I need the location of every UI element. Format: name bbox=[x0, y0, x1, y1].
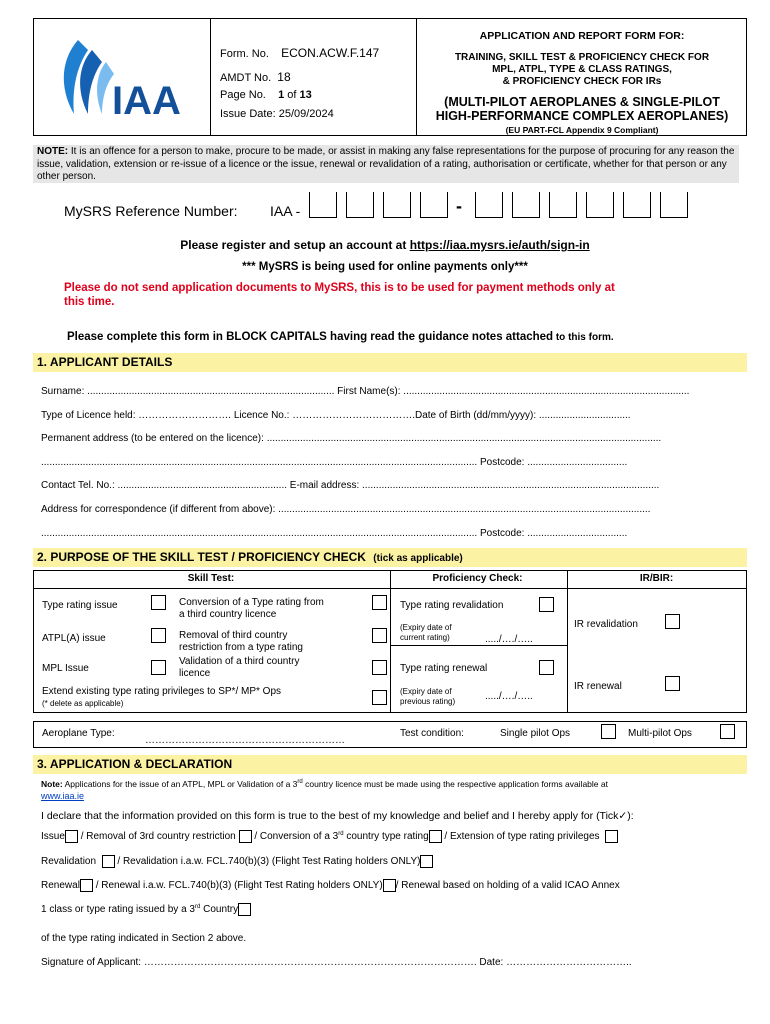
conversion-3rd-checkbox[interactable] bbox=[429, 830, 442, 843]
col-ir-bir: IR/BIR: bbox=[639, 573, 674, 584]
form-header bbox=[33, 18, 747, 136]
ref-box-6[interactable] bbox=[512, 192, 540, 218]
ir-revalidation-checkbox[interactable] bbox=[665, 614, 680, 629]
iaa-logo bbox=[54, 34, 204, 124]
validation-checkbox[interactable] bbox=[372, 660, 387, 675]
amendment-number: AMDT No. 18 bbox=[220, 70, 291, 84]
header-subtitle-1: TRAINING, SKILL TEST & PROFICIENCY CHECK FOR bbox=[454, 52, 710, 63]
correspondence-field[interactable]: Address for correspondence (if different from above): ...................................................................................................................................... bbox=[41, 504, 651, 515]
multi-pilot-label: Multi-pilot Ops bbox=[628, 728, 692, 739]
test-condition-label: Test condition: bbox=[400, 728, 464, 739]
section2-reference: of the type rating indicated in Section 2 above. bbox=[41, 933, 247, 944]
header-subtitle-2: MPL, ATPL, TYPE & CLASS RATINGS, bbox=[492, 64, 672, 75]
aeroplane-type-label: Aeroplane Type: bbox=[42, 728, 115, 739]
surname-field[interactable]: Surname: ......................................................................................... First Name(s): ....................................................................................................... bbox=[41, 386, 690, 397]
ref-box-8[interactable] bbox=[586, 192, 614, 218]
issue-row: Issue / Removal of 3rd country restriction / Conversion of a 3rd country type rating / Extension of type rating privileges bbox=[41, 830, 618, 843]
licence-field[interactable]: Type of Licence held: ………………………. Licence No.: ……………………………….Date of Birth (dd/mm/yyyy): ................................. bbox=[41, 410, 631, 421]
revalidation-label: Type rating revalidation bbox=[400, 600, 504, 611]
postcode-field-2[interactable]: ............................................................................................................................................................. Postcode: .................................... bbox=[41, 528, 628, 539]
delete-note: (* delete as applicable) bbox=[42, 699, 124, 708]
signature-field[interactable]: Signature of Applicant: ………………………………………………………………………………………. Date: ……………………………….. bbox=[41, 957, 632, 968]
sec3-note: Note: Applications for the issue of an ATPL, MPL or Validation of a 3rd country licence must be made using the respective application forms available at bbox=[41, 779, 608, 789]
ir-renewal-label: IR renewal bbox=[574, 681, 622, 692]
expiry-previous-label: (Expiry date of previous rating) bbox=[400, 687, 456, 706]
header-compliance: (EU PART-FCL Appendix 9 Compliant) bbox=[505, 125, 659, 135]
mysrs-label: MySRS Reference Number: bbox=[64, 203, 238, 219]
page-number: Page No. 1 of 13 bbox=[220, 89, 312, 101]
renewal-fcl-checkbox[interactable] bbox=[383, 879, 396, 892]
decl-revalidation-checkbox[interactable] bbox=[102, 855, 115, 868]
ref-box-1[interactable] bbox=[309, 192, 337, 218]
form-number: Form. No. ECON.ACW.F.147 bbox=[220, 46, 380, 60]
decl-renewal-checkbox[interactable] bbox=[80, 879, 93, 892]
ref-dash: - bbox=[456, 196, 462, 216]
renewal-label: Type rating renewal bbox=[400, 663, 488, 674]
ref-box-4[interactable] bbox=[420, 192, 448, 218]
permanent-address-field[interactable]: Permanent address (to be entered on the licence): .............................................................................................................................................. bbox=[41, 433, 662, 444]
single-pilot-label: Single pilot Ops bbox=[500, 728, 571, 739]
mpl-issue-checkbox[interactable] bbox=[151, 660, 166, 675]
declaration-text: I declare that the information provided on this form is true to the best of my knowledge and belief and I hereby apply for (Tick✓): bbox=[41, 810, 634, 822]
reval-fcl-checkbox[interactable] bbox=[420, 855, 433, 868]
removal-label: Removal of third country restriction from a type rating bbox=[179, 630, 303, 653]
iaa-link[interactable]: www.iaa.ie bbox=[41, 791, 85, 801]
ref-box-7[interactable] bbox=[549, 192, 577, 218]
revalidation-row: Revalidation / Revalidation i.a.w. FCL.740(b)(3) (Flight Test Rating holders ONLY) bbox=[41, 855, 433, 868]
register-instruction: Please register and setup an account at https://iaa.mysrs.ie/auth/sign-in bbox=[180, 238, 590, 252]
header-title: APPLICATION AND REPORT FORM FOR: bbox=[479, 30, 685, 42]
header-subtitle-3: & PROFICIENCY CHECK FOR IRs bbox=[502, 76, 662, 87]
atpl-issue-label: ATPL(A) issue bbox=[42, 633, 106, 644]
mysrs-link[interactable]: https://iaa.mysrs.ie/auth/sign-in bbox=[409, 238, 590, 252]
svg-text:IAA: IAA bbox=[112, 79, 181, 123]
validation-label: Validation of a third country licence bbox=[179, 656, 300, 679]
ir-revalidation-label: IR revalidation bbox=[574, 619, 638, 630]
ref-box-2[interactable] bbox=[346, 192, 374, 218]
col-proficiency-check: Proficiency Check: bbox=[432, 573, 523, 584]
payments-note: *** MySRS is being used for online payments only*** bbox=[242, 261, 528, 273]
type-rating-issue-checkbox[interactable] bbox=[151, 595, 166, 610]
conversion-label: Conversion of a Type rating from a third country licence bbox=[179, 597, 324, 620]
block-capitals-instruction: Please complete this form in BLOCK CAPITALS having read the guidance notes attached to this form. bbox=[67, 331, 614, 343]
ref-box-10[interactable] bbox=[660, 192, 688, 218]
aeroplane-type-field[interactable]: …………………………………………………… bbox=[145, 735, 345, 746]
extension-checkbox[interactable] bbox=[605, 830, 618, 843]
type-rating-issue-label: Type rating issue bbox=[42, 600, 118, 611]
ref-box-9[interactable] bbox=[623, 192, 651, 218]
warning-line-1: Please do not send application documents to MySRS, this is to be used for payment methods only at bbox=[64, 282, 615, 294]
ref-box-3[interactable] bbox=[383, 192, 411, 218]
contact-field[interactable]: Contact Tel. No.: ............................................................. E-mail address: ........................................................................................................... bbox=[41, 480, 660, 491]
expiry-current-label: (Expiry date of current rating) bbox=[400, 623, 452, 642]
expiry-previous-date[interactable]: ...../…./….. bbox=[485, 691, 533, 702]
warning-line-2: this time. bbox=[64, 296, 115, 308]
offence-note: NOTE: It is an offence for a person to make, procure to be made, or assist in making any false representations for the purpose of procuring for any reason the issue, validation, extension or re-issue of a licence or the issue, renewal or revalidation of a rating, authorisation or certificate, whether for that person or any other person. bbox=[33, 145, 739, 183]
issue-date: Issue Date: 25/09/2024 bbox=[220, 108, 334, 120]
section-1-title: 1. APPLICANT DETAILS bbox=[33, 353, 747, 372]
ref-box-5[interactable] bbox=[475, 192, 503, 218]
mpl-issue-label: MPL Issue bbox=[42, 663, 89, 674]
multi-pilot-checkbox[interactable] bbox=[720, 724, 735, 739]
atpl-issue-checkbox[interactable] bbox=[151, 628, 166, 643]
expiry-current-date[interactable]: ...../…./….. bbox=[485, 634, 533, 645]
removal-3rd-checkbox[interactable] bbox=[239, 830, 252, 843]
icao-checkbox[interactable] bbox=[238, 903, 251, 916]
icao-row: 1 class or type rating issued by a 3rd Country bbox=[41, 903, 251, 916]
mysrs-prefix: IAA - bbox=[270, 203, 301, 219]
single-pilot-checkbox[interactable] bbox=[601, 724, 616, 739]
ir-renewal-checkbox[interactable] bbox=[665, 676, 680, 691]
section-3-title: 3. APPLICATION & DECLARATION bbox=[33, 755, 747, 774]
renewal-row: Renewal / Renewal i.a.w. FCL.740(b)(3) (Flight Test Rating holders ONLY) / Renewal based on holding of a valid ICAO Annex bbox=[41, 880, 620, 892]
header-scope-1: (MULTI-PILOT AEROPLANES & SINGLE-PILOT bbox=[444, 95, 720, 109]
renewal-checkbox[interactable] bbox=[539, 660, 554, 675]
removal-checkbox[interactable] bbox=[372, 628, 387, 643]
extend-label: Extend existing type rating privileges to SP*/ MP* Ops bbox=[42, 686, 282, 697]
conversion-checkbox[interactable] bbox=[372, 595, 387, 610]
revalidation-checkbox[interactable] bbox=[539, 597, 554, 612]
issue-checkbox[interactable] bbox=[65, 830, 78, 843]
section-2-title: 2. PURPOSE OF THE SKILL TEST / PROFICIENCY CHECK (tick as applicable) bbox=[33, 548, 747, 567]
postcode-field-1[interactable]: ............................................................................................................................................................. Postcode: .................................... bbox=[41, 457, 628, 468]
extend-checkbox[interactable] bbox=[372, 690, 387, 705]
col-skill-test: Skill Test: bbox=[187, 573, 235, 584]
header-scope-2: HIGH-PERFORMANCE COMPLEX AEROPLANES) bbox=[435, 109, 729, 123]
